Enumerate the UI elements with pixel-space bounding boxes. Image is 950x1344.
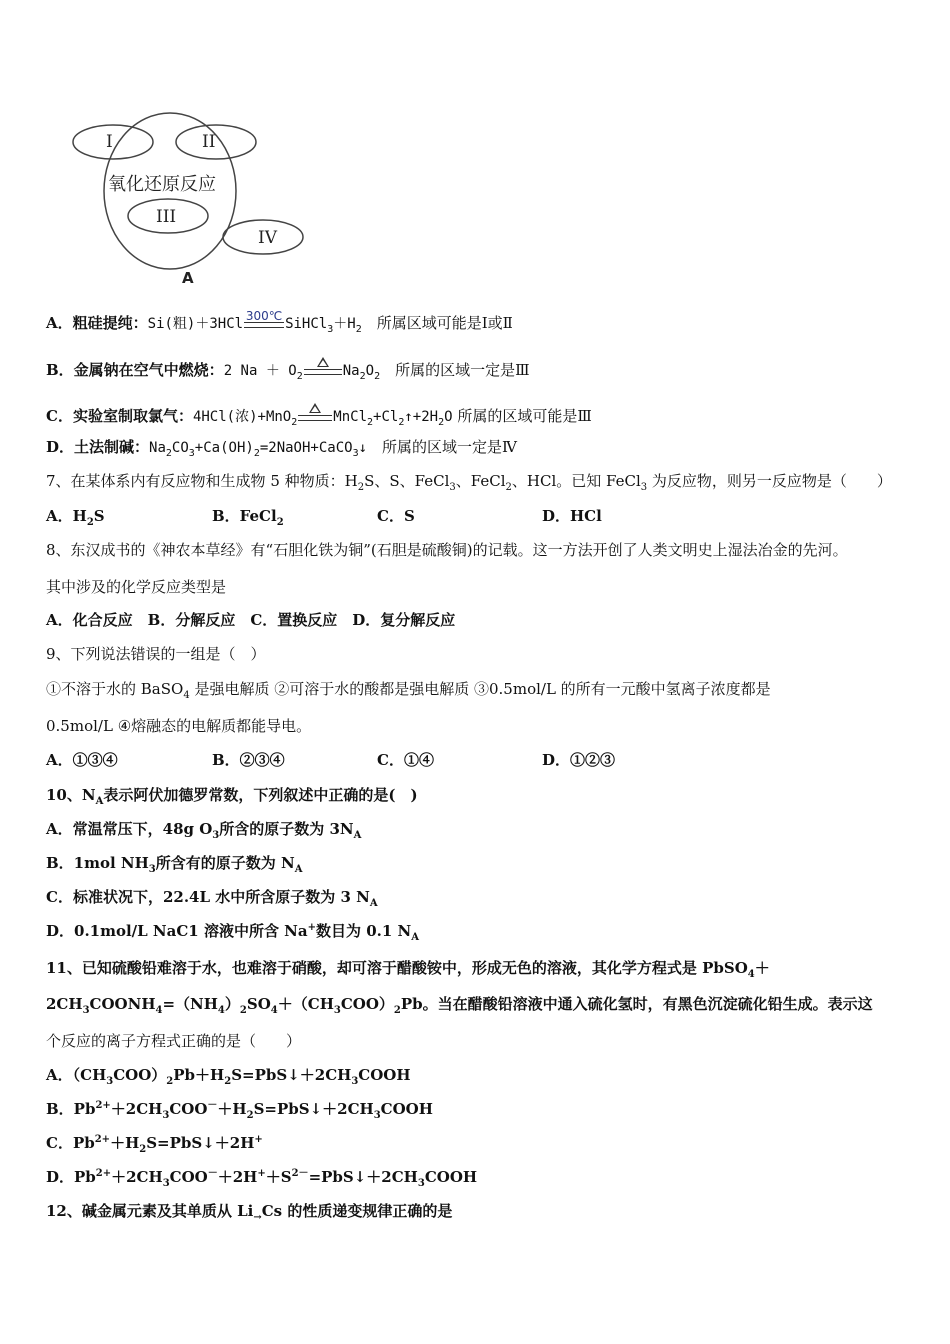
q6-option-a: A．粗硅提纯：Si(粗)＋3HCl 300℃ $SiHCl_3+H_2$ 所属区域可能是Ⅰ或Ⅱ (46, 309, 513, 335)
region-1-ellipse (73, 125, 153, 159)
diagram-caption: A (182, 269, 194, 287)
region-2-label: II (202, 132, 216, 152)
q11-option-b: B．$Pb^{2+}+2CH_3COO^-+H_2S=PbS↓+2CH_3COOH$ (46, 1100, 433, 1121)
q11-stem-line2: $2CH_3COONH_4=(NH_4)_2SO_4+(CH_3COO)_2Pb$。当在醋酸铅溶液中通入硫化氢时，有黑色沉淀硫化铅生成。表示这 (46, 995, 873, 1016)
q9-option-a: A．①③④ (46, 751, 118, 769)
q10-stem: 10、$N_A$表示阿伏加德罗常数，下列叙述中正确的是( ) (46, 786, 418, 807)
region-1-label: I (106, 132, 113, 152)
reaction-condition-300c: 300℃ (244, 310, 284, 334)
redox-center-label: 氧化还原反应 (108, 174, 216, 195)
q10-option-b: B．1mol $NH_3$所含有的原子数为 $N_A$ (46, 854, 303, 875)
q7-stem: 7、在某体系内有反应物和生成物 5 种物质：$H_2S$、S、FeCl$_3$、FeCl$_2$、HCl。已知 FeCl$_3$ 为反应物，则另一反应物是（ ） (46, 472, 892, 493)
q10-option-d: D．0.1mol/L NaC1 溶液中所含 Na+数目为 0.1 $N_A$ (46, 922, 420, 943)
redox-venn-diagram (70, 112, 330, 287)
q10-option-a: A．常温常压下，48g $O_3$所含的原子数为 $3N_A$ (46, 820, 362, 841)
q9-stem: 9、下列说法错误的一组是（ ） (46, 645, 266, 663)
q11-option-d: D．$Pb^{2+}+2CH_3COO^-+2H^++S^{2-}=PbS↓+2CH_3COOH$ (46, 1168, 478, 1189)
q7-option-b: B．FeCl$_2$ (212, 507, 284, 528)
q6-option-b: B．金属钠在空气中燃烧：2 $Na + O_2$ $Na_2O_2$ 所属的区域一定是Ⅲ (46, 357, 530, 381)
heat-condition-icon (304, 357, 342, 381)
q8-stem-line2: 其中涉及的化学反应类型是 (46, 578, 227, 596)
q10-option-c: C．标准状况下，22.4L 水中所含原子数为 3 $N_A$ (46, 888, 378, 909)
region-3-label: III (156, 207, 177, 227)
region-2-ellipse (176, 125, 256, 159)
heat-condition-icon (298, 403, 332, 427)
q6-option-c: C．实验室制取氯气：4HCl(浓)+MnO$_2$ $MnCl_2+Cl_2↑+2H_2O$ 所属的区域可能是Ⅲ (46, 403, 592, 427)
q9-option-b: B．②③④ (212, 751, 285, 769)
q11-stem-line3: 个反应的离子方程式正确的是（ ） (46, 1032, 302, 1050)
q8-stem-line1: 8、东汉成书的《神农本草经》有“石胆化铁为铜”(石胆是硫酸铜)的记载。这一方法开创了人类文明史上湿法冶金的先河。 (46, 541, 848, 559)
q8-options: A．化合反应 B．分解反应 C．置换反应 D．复分解反应 (46, 611, 456, 629)
q11-option-a: A．$(CH_3COO)_2Pb+H_2S=PbS↓+2CH_3COOH$ (46, 1066, 411, 1087)
q12-stem: 12、碱金属元素及其单质从 $Li_\to Cs$ 的性质递变规律正确的是 (46, 1202, 453, 1223)
q9-option-d: D．①②③ (542, 751, 616, 769)
q6-option-d: D．土法制碱：$Na_2CO_3+Ca(OH)_2=2NaOH+CaCO_3↓$ 所属的区域一定是Ⅳ (46, 438, 518, 459)
q11-stem-line1: 11、已知硫酸铅难溶于水，也难溶于硝酸，却可溶于醋酸铵中，形成无色的溶液，其化学方程式是 PbSO$_4$＋ (46, 959, 770, 980)
region-4-label: IV (258, 228, 277, 248)
q7-option-c: C．S (377, 507, 415, 525)
q9-option-c: C．①④ (377, 751, 434, 769)
q7-option-a: A．$H_2S$ (46, 507, 105, 528)
q11-option-c: C．$Pb^{2+}+H_2S=PbS↓+2H^+$ (46, 1134, 263, 1155)
arrow-icon: → (253, 1212, 262, 1223)
q9-statement-line1: ①不溶于水的 BaSO$_4$ 是强电解质 ②可溶于水的酸都是强电解质 ③0.5mol/L 的所有一元酸中氢离子浓度都是 (46, 680, 771, 701)
q9-statement-line2: 0.5mol/L ④熔融态的电解质都能导电。 (46, 717, 312, 735)
q7-option-d: D．HCl (542, 507, 602, 525)
